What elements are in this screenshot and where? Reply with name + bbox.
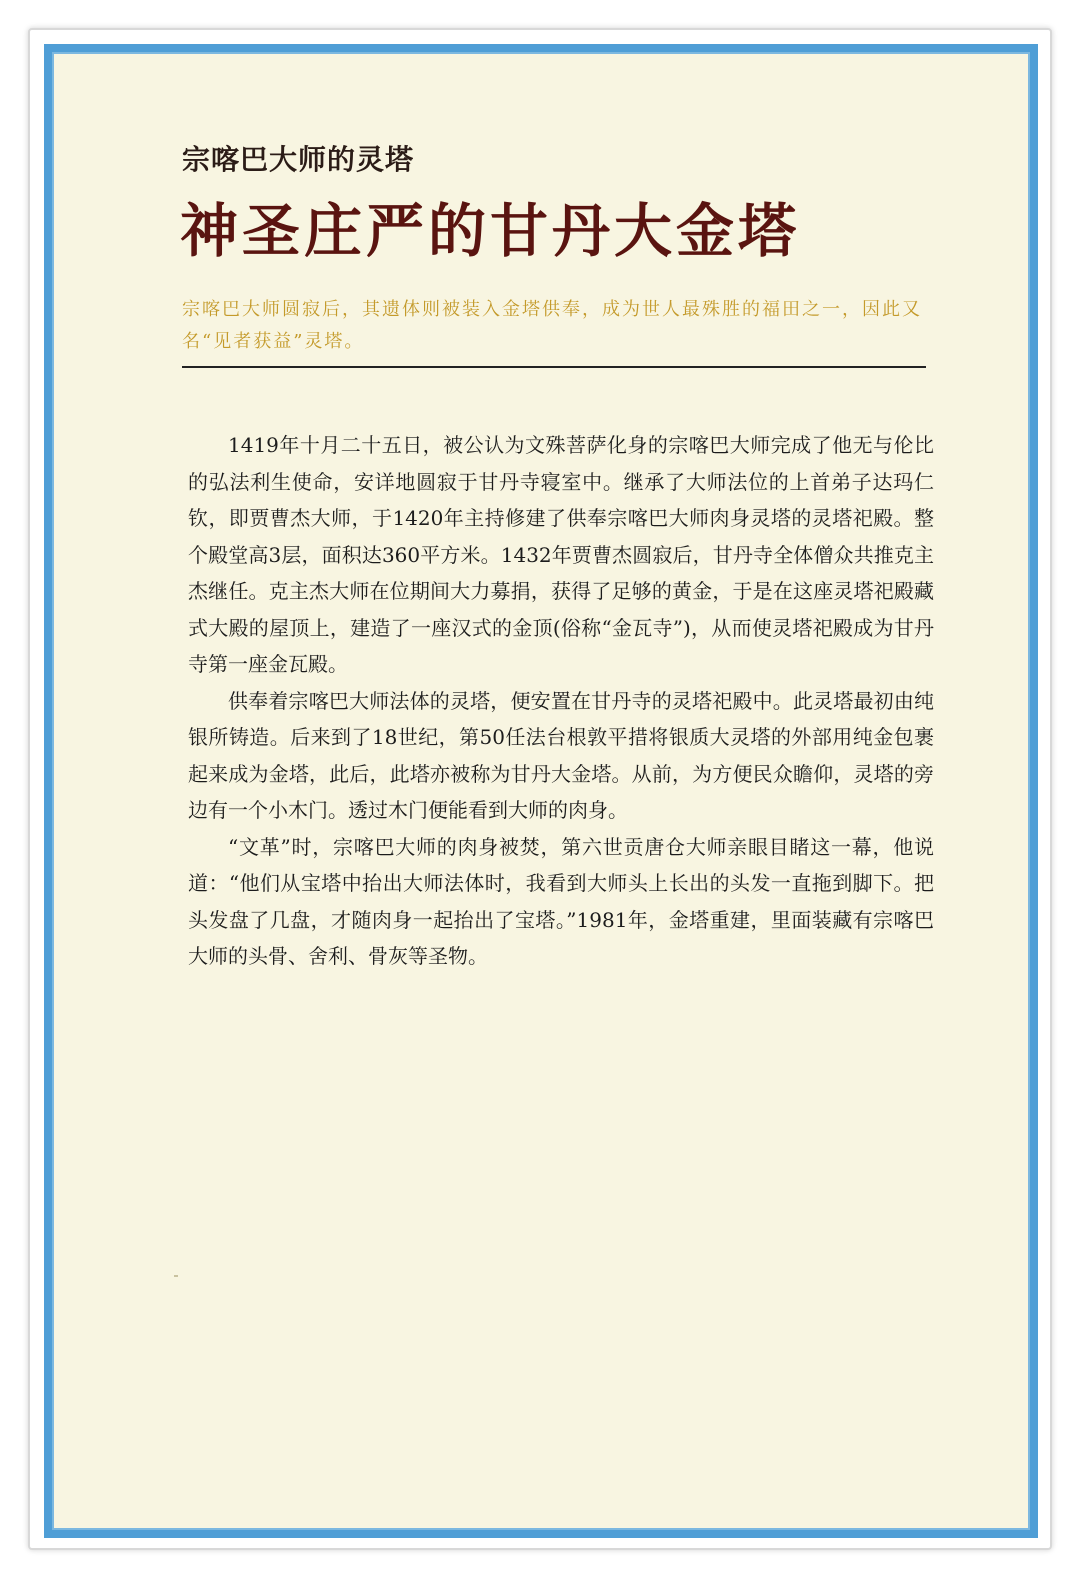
paper-speck (174, 1275, 178, 1277)
body-paragraph-1: 1419年十月二十五日，被公认为文殊菩萨化身的宗喀巴大师完成了他无与伦比的弘法利生使命，安详地圆寂于甘丹寺寝室中。继承了大师法位的上首弟子达玛仁钦，即贾曹杰大师，于1420年主持修建了供奉宗喀巴大师肉身灵塔的灵塔祀殿。整个殿堂高3层，面积达360平方米。1432年贾曹杰圆寂后，甘丹寺全体僧众共推克主杰继任。克主杰大师在位期间大力募捐，获得了足够的黄金，于是在这座灵塔祀殿藏式大殿的屋顶上，建造了一座汉式的金顶(俗称“金瓦寺”)，从而使灵塔祀殿成为甘丹寺第一座金瓦殿。 (188, 433, 934, 676)
body-paragraph-3: “文革”时，宗喀巴大师的肉身被焚，第六世贡唐仓大师亲眼目睹这一幕，他说道：“他们从宝塔中抬出大师法体时，我看到大师头上长出的头发一直拖到脚下。把头发盘了几盘，才随肉身一起抬出了宝塔。”1981年，金塔重建，里面装藏有宗喀巴大师的头骨、舍利、骨灰等圣物。 (188, 834, 934, 968)
page-title: 神圣庄严的甘丹大金塔 (180, 197, 801, 265)
article-body (188, 427, 934, 975)
section-subtitle: 宗喀巴大师的灵塔 (182, 143, 415, 176)
divider-line (182, 366, 926, 368)
intro-paragraph: 宗喀巴大师圆寂后，其遗体则被装入金塔供奉，成为世人最殊胜的福田之一，因此又名“见者获益”灵塔。 (182, 299, 922, 352)
body-paragraph-2: 供奉着宗喀巴大师法体的灵塔，便安置在甘丹寺的灵塔祀殿中。此灵塔最初由纯银所铸造。后来到了18世纪，第50任法台根敦平措将银质大灵塔的外部用纯金包裹起来成为金塔，此后，此塔亦被称为甘丹大金塔。从前，为方便民众瞻仰，灵塔的旁边有一个小木门。透过木门便能看到大师的肉身。 (188, 688, 934, 822)
book-page (52, 52, 1030, 1530)
